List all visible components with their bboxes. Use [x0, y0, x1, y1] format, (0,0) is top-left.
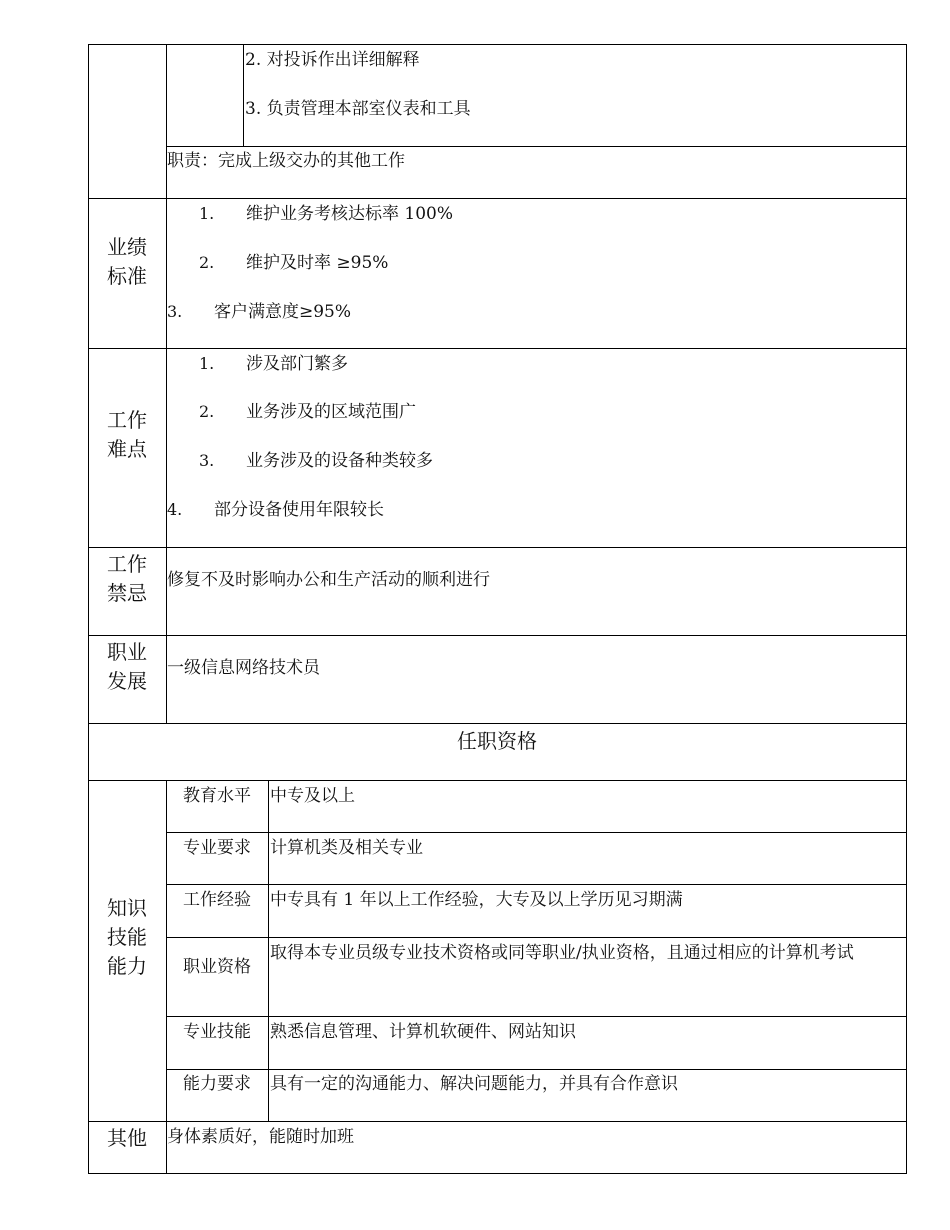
list-item: 业务涉及的区域范围广 [246, 402, 416, 422]
knowledge-label-line: 能力 [107, 954, 147, 978]
list-item-number: 2. [199, 253, 215, 272]
qualification-name: 专业要求 [183, 838, 251, 858]
list-item: 涉及部门繁多 [246, 354, 348, 374]
list-item: 部分设备使用年限较长 [214, 500, 384, 520]
row-divider [88, 1121, 907, 1122]
performance-label [88, 233, 166, 291]
duty-sub-item: 2. 对投诉作出详细解释 [245, 50, 420, 70]
qualification-value: 中专具有 1 年以上工作经验，大专及以上学历见习期满 [270, 890, 683, 910]
duty-sub-item: 3. 负责管理本部室仪表和工具 [245, 99, 471, 119]
row-divider [166, 1016, 907, 1017]
row-divider [166, 1069, 907, 1070]
difficulties-label-line: 工作 [107, 408, 147, 432]
taboos-label-line: 工作 [107, 552, 147, 576]
list-item-number: 4. [167, 500, 183, 519]
performance-label-line: 业绩 [107, 235, 147, 259]
row-divider [166, 884, 907, 885]
list-item: 维护及时率 ≥95% [246, 253, 389, 273]
list-item: 客户满意度≥95% [214, 302, 352, 322]
list-item: 业务涉及的设备种类较多 [246, 451, 433, 471]
table-border-left [88, 44, 89, 1174]
qualification-name: 能力要求 [183, 1074, 251, 1094]
qualification-name: 工作经验 [183, 890, 251, 910]
qualification-name: 职业资格 [183, 957, 251, 977]
knowledge-label [88, 894, 166, 981]
col-divider [166, 44, 167, 723]
table-border-right [906, 44, 907, 1174]
career-label-line: 职业 [107, 640, 147, 664]
row-divider [88, 635, 907, 636]
qualification-value: 具有一定的沟通能力、解决问题能力，并具有合作意识 [270, 1074, 678, 1094]
col-divider [243, 44, 244, 146]
taboos-label [88, 550, 166, 608]
difficulties-label [88, 406, 166, 464]
table-border-top [88, 44, 907, 45]
row-divider [166, 937, 907, 938]
knowledge-label-line: 知识 [107, 896, 147, 920]
qualification-value: 取得本专业员级专业技术资格或同等职业/执业资格，且通过相应的计算机考试 [270, 943, 854, 963]
list-item-number: 1. [199, 204, 215, 223]
career-label-line: 发展 [107, 669, 147, 693]
row-divider [166, 832, 907, 833]
list-item-number: 3. [167, 302, 183, 321]
qualifications-title: 任职资格 [457, 729, 537, 753]
taboos-label-line: 禁忌 [107, 581, 147, 605]
qualification-name: 专业技能 [183, 1022, 251, 1042]
performance-label-line: 标准 [107, 264, 147, 288]
career-label [88, 638, 166, 696]
qualification-value: 中专及以上 [270, 786, 355, 806]
col-divider [268, 780, 269, 1121]
list-item-number: 3. [199, 451, 215, 470]
difficulties-label-line: 难点 [107, 437, 147, 461]
row-divider [88, 198, 907, 199]
list-item: 维护业务考核达标率 100% [246, 204, 454, 224]
list-item-number: 1. [199, 354, 215, 373]
other-label: 其他 [107, 1126, 147, 1150]
row-divider [88, 547, 907, 548]
duty-other: 职责：完成上级交办的其他工作 [167, 151, 405, 171]
row-divider [88, 780, 907, 781]
row-divider [88, 723, 907, 724]
row-divider [166, 146, 907, 147]
qualification-value: 熟悉信息管理、计算机软硬件、网站知识 [270, 1022, 576, 1042]
qualification-name: 教育水平 [183, 786, 251, 806]
knowledge-label-line: 技能 [107, 925, 147, 949]
qualification-value: 计算机类及相关专业 [270, 838, 423, 858]
row-divider [88, 348, 907, 349]
list-item-number: 2. [199, 402, 215, 421]
taboos-text: 修复不及时影响办公和生产活动的顺利进行 [167, 570, 490, 590]
table-border-bottom [88, 1173, 907, 1174]
other-text: 身体素质好，能随时加班 [167, 1127, 354, 1147]
career-text: 一级信息网络技术员 [167, 658, 320, 678]
